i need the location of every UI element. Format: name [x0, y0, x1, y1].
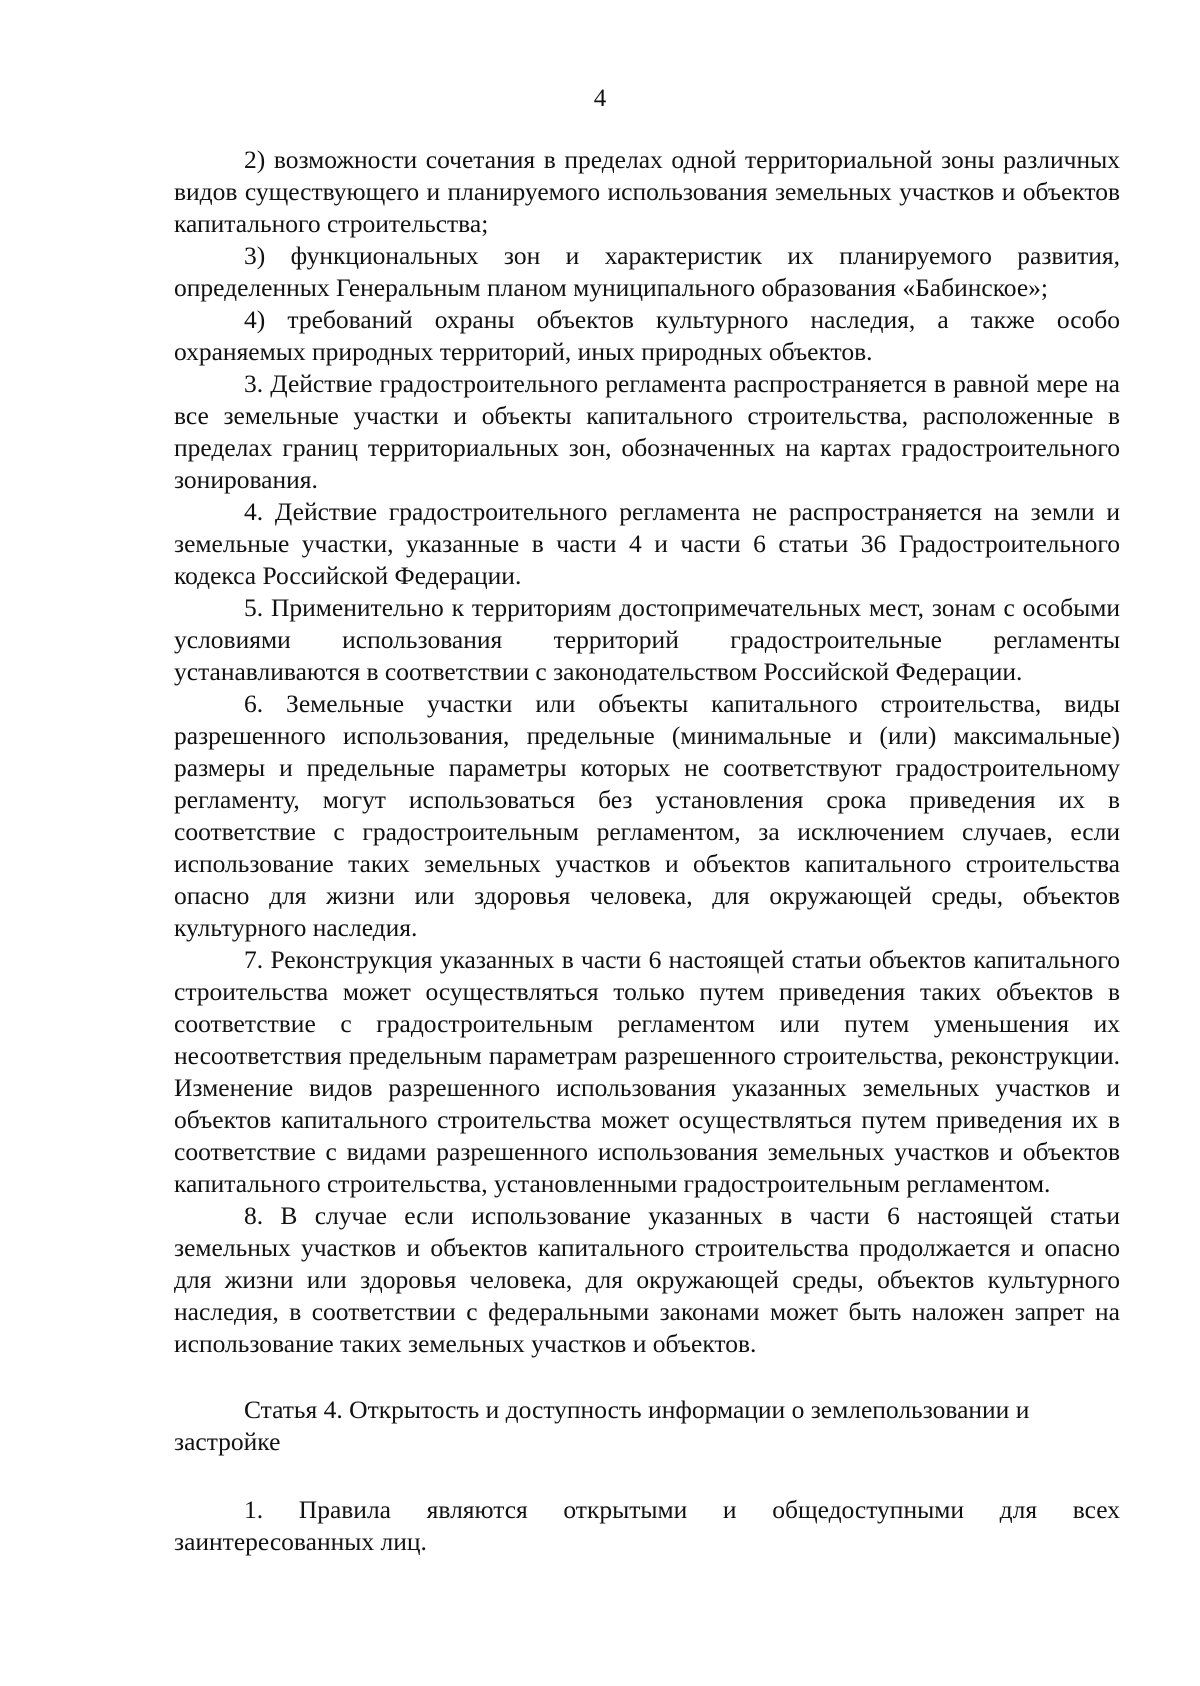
- article-4-heading: Статья 4. Открытость и доступность информации о землепользовании и застройке: [174, 1395, 1030, 1456]
- paragraph-4-heritage-protection: 4) требований охраны объектов культурного наследия, а также особо охраняемых природных территорий, иных природных объектов.: [174, 305, 1120, 366]
- paragraph-point-3: 3. Действие градостроительного регламента распространяется в равной мере на все земельные участки и объекты капитального строительства, расположенные в пределах границ территориальных зон, обозначенных на картах градостроительного зонирования.: [174, 369, 1120, 494]
- paragraph-point-7: 7. Реконструкция указанных в части 6 настоящей статьи объектов капитального строительства может осуществляться только путем приведения таких объектов в соответствие с градостроительным регламентом или путем уменьшения их несоответствия предельным параметрам разрешенного строительства, реконструкции. Изменение видов разрешенного использования указанных земельных участков и объектов капитального строительства может осуществляться путем приведения их в соответствие с видами разрешенного использования земельных участков и объектов капитального строительства, установленными градостроительным регламентом.: [174, 945, 1120, 1198]
- paragraph-point-5: 5. Применительно к территориям достопримечательных мест, зонам с особыми условиями использования территорий градостроительные регламенты устанавливаются в соответствии с законодательством Российской Федерации.: [174, 593, 1120, 686]
- paragraph-point-8: 8. В случае если использование указанных в части 6 настоящей статьи земельных участков и объектов капитального строительства продолжается и опасно для жизни или здоровья человека, для окружающей среды, объектов культурного наследия, в соответствии с федеральными законами может быть наложен запрет на использование таких земельных участков и объектов.: [174, 1201, 1120, 1358]
- document-body: [174, 144, 1120, 1558]
- paragraph-2-compatibility: 2) возможности сочетания в пределах одной территориальной зоны различных видов существующего и планируемого использования земельных участков и объектов капитального строительства;: [174, 145, 1120, 238]
- paragraph-point-6: 6. Земельные участки или объекты капитального строительства, виды разрешенного использования, предельные (минимальные и (или) максимальные) размеры и предельные параметры которых не соответствуют градостроительному регламенту, могут использоваться без установления срока приведения их в соответствие с градостроительным регламентом, за исключением случаев, если использование таких земельных участков и объектов капитального строительства опасно для жизни или здоровья человека, для окружающей среды, объектов культурного наследия.: [174, 689, 1120, 942]
- paragraph-3-functional-zones: 3) функциональных зон и характеристик их планируемого развития, определенных Генеральным планом муниципального образования «Бабинское»;: [174, 241, 1120, 302]
- paragraph-point-4: 4. Действие градостроительного регламента не распространяется на земли и земельные участки, указанные в части 4 и части 6 статьи 36 Градостроительного кодекса Российской Федерации.: [174, 497, 1120, 590]
- article-4-paragraph-1: 1. Правила являются открытыми и общедоступными для всех заинтересованных лиц.: [174, 1495, 1120, 1556]
- page-number: 4: [593, 85, 607, 112]
